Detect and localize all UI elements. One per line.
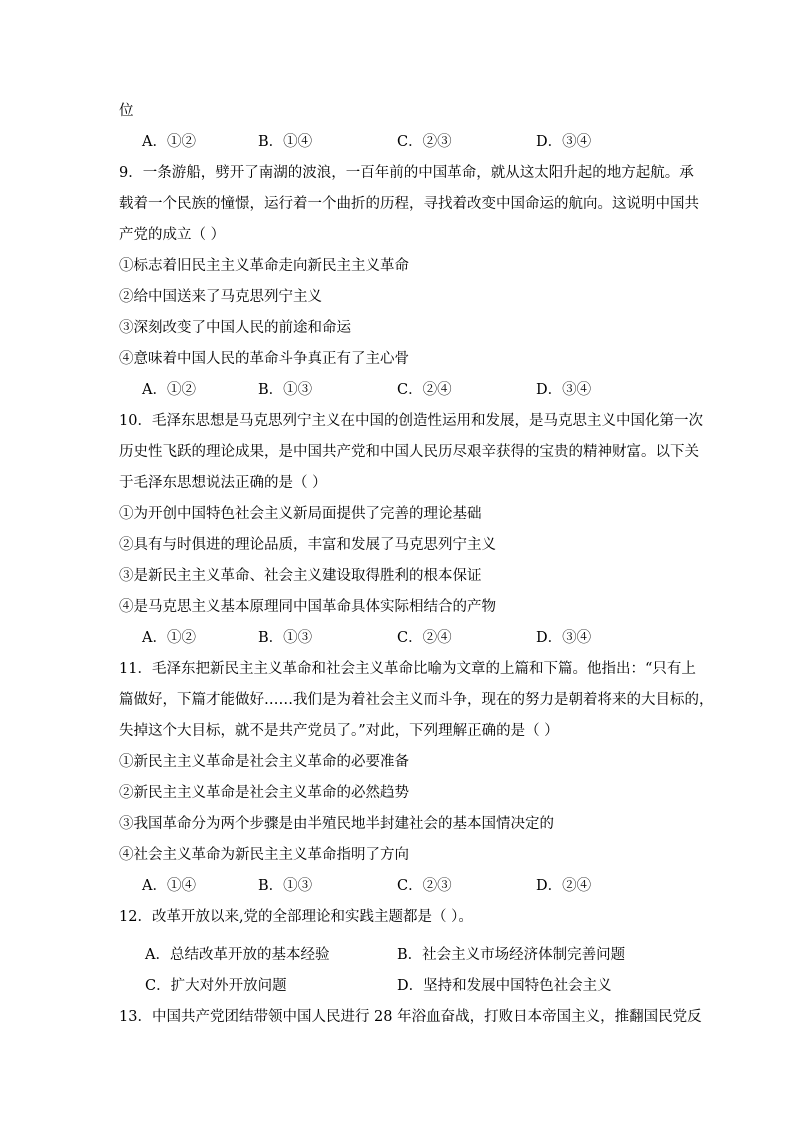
q12-option-d: D．坚持和发展中国特色社会主义 — [397, 978, 612, 994]
q11-item-4: ④社会主义革命为新民主主义革命指明了方向 — [119, 847, 409, 863]
q9-item-4: ④意味着中国人民的革命斗争真正有了主心骨 — [119, 351, 409, 367]
q11-item-3: ③我国革命分为两个步骤是由半殖民地半封建社会的基本国情决定的 — [119, 816, 554, 832]
q10-item-1: ①为开创中国特色社会主义新局面提供了完善的理论基础 — [119, 506, 482, 522]
q11-option-a: A．①④ — [142, 878, 196, 894]
q9-stem-line: 载着一个民族的憧憬，运行着一个曲折的历程，寻找着改变中国命运的航向。这说明中国共 — [119, 196, 699, 212]
q10-option-c: C．②④ — [397, 630, 452, 646]
q12-option-a: A．总结改革开放的基本经验 — [145, 947, 330, 963]
q11-item-2: ②新民主主义革命是社会主义革命的必然趋势 — [119, 785, 409, 801]
q12-option-c: C．扩大对外开放问题 — [145, 978, 287, 994]
q11-item-1: ①新民主主义革命是社会主义革命的必要准备 — [119, 754, 409, 770]
q10-option-b: B．①③ — [258, 630, 313, 646]
q11-option-c: C．②③ — [397, 878, 452, 894]
q9-option-a: A．①② — [142, 382, 196, 398]
q9-option-b: B．①③ — [258, 382, 313, 398]
q10-item-3: ③是新民主主义革命、社会主义建设取得胜利的根本保证 — [119, 568, 482, 584]
q9-stem-line: 9．一条游船，劈开了南湖的波浪，一百年前的中国革命，就从这太阳升起的地方起航。承 — [119, 165, 694, 181]
q10-item-4: ④是马克思主义基本原理同中国革命具体实际相结合的产物 — [119, 599, 496, 615]
q11-stem-line: 11．毛泽东把新民主主义革命和社会主义革命比喻为文章的上篇和下篇。他指出：“只有上 — [119, 661, 696, 677]
q8-stem-continuation: 位 — [119, 103, 134, 119]
q11-option-d: D．②④ — [536, 878, 592, 894]
q12-option-b: B．社会主义市场经济体制完善问题 — [397, 947, 626, 963]
q12-stem-line: 12．改革开放以来,党的全部理论和实践主题都是（ ）。 — [119, 909, 473, 925]
q8-option-c: C．②③ — [397, 134, 452, 150]
q8-option-a: A．①② — [142, 134, 196, 150]
q9-item-3: ③深刻改变了中国人民的前途和命运 — [119, 320, 351, 336]
q9-item-1: ①标志着旧民主主义革命走向新民主主义革命 — [119, 258, 409, 274]
q8-option-b: B．①④ — [258, 134, 313, 150]
q9-option-d: D．③④ — [536, 382, 592, 398]
q10-option-a: A．①② — [142, 630, 196, 646]
q9-item-2: ②给中国送来了马克思列宁主义 — [119, 289, 322, 305]
q10-item-2: ②具有与时俱进的理论品质，丰富和发展了马克思列宁主义 — [119, 537, 496, 553]
q8-option-d: D．③④ — [536, 134, 592, 150]
q10-option-d: D．③④ — [536, 630, 592, 646]
q11-stem-line: 失掉这个大目标，就不是共产党员了。”对此，下列理解正确的是（ ） — [119, 723, 559, 739]
q11-stem-line: 篇做好，下篇才能做好……我们是为着社会主义而斗争，现在的努力是朝着将来的大目标的， — [119, 692, 714, 708]
q13-stem-line: 13．中国共产党团结带领中国人民进行 28 年浴血奋战，打败日本帝国主义，推翻国民党反 — [119, 1009, 702, 1025]
q11-option-b: B．①③ — [258, 878, 313, 894]
q10-stem-line: 历史性飞跃的理论成果，是中国共产党和中国人民历尽艰辛获得的宝贵的精神财富。以下关 — [119, 444, 699, 460]
q10-stem-line: 于毛泽东思想说法正确的是（ ） — [119, 475, 327, 491]
q9-option-c: C．②④ — [397, 382, 452, 398]
q9-stem-line: 产党的成立（ ） — [119, 227, 226, 243]
q10-stem-line: 10．毛泽东思想是马克思列宁主义在中国的创造性运用和发展，是马克思主义中国化第一次 — [119, 413, 703, 429]
